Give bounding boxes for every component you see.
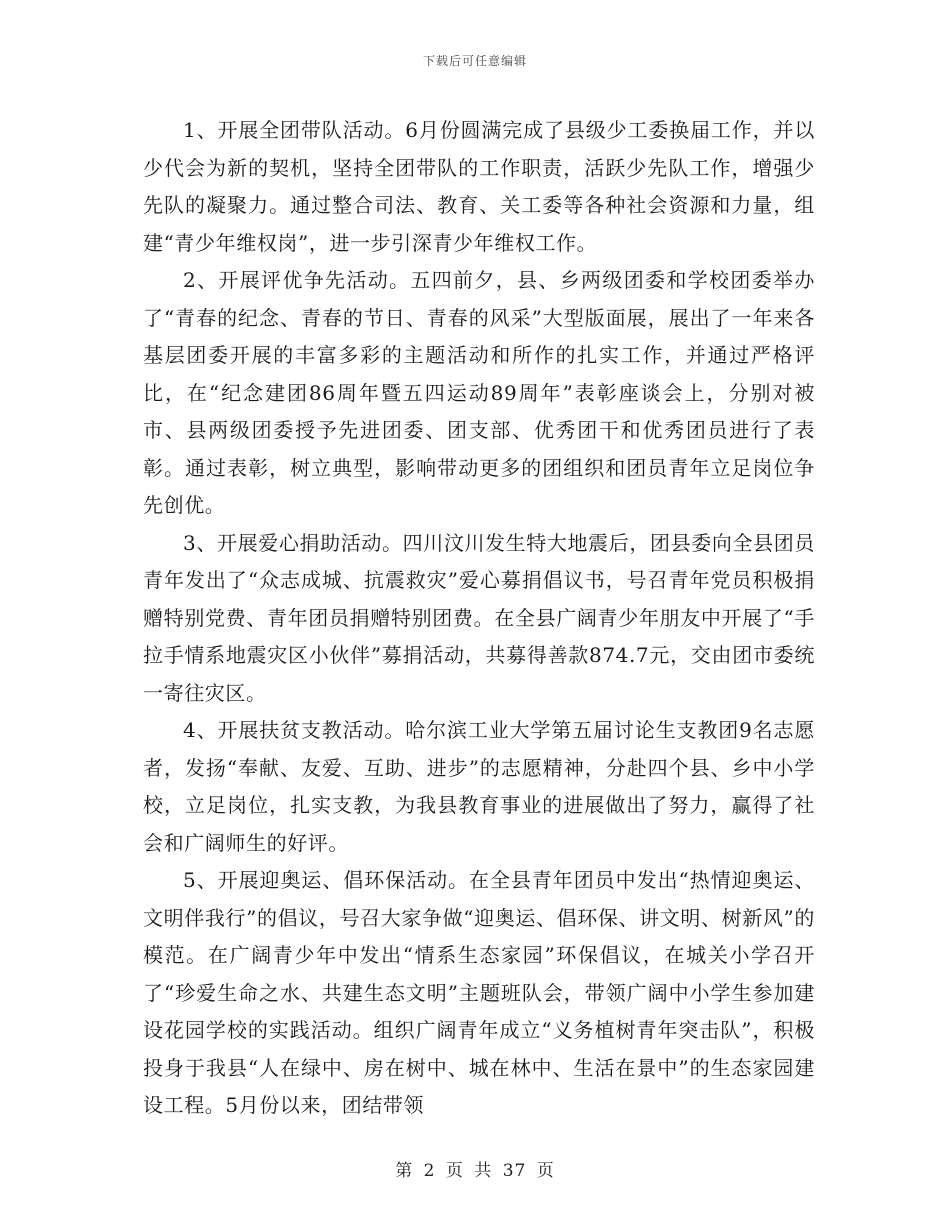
- paragraph-2: 2、开展评优争先活动。五四前夕，县、乡两级团委和学校团委举办了“青春的纪念、青春的节日、青春的风采”大型版面展，展出了一年来各基层团委开展的丰富多彩的主题活动和所作的扎实工作，并通过严格评比，在“纪念建团86周年暨五四运动89周年”表彰座谈会上，分别对被市、县两级团委授予先进团委、团支部、优秀团干和优秀团员进行了表彰。通过表彰，树立典型，影响带动更多的团组织和团员青年立足岗位争先创优。: [143, 268, 815, 517]
- page-header: 下载后可任意编辑: [422, 54, 527, 68]
- paragraph-1: 1、开展全团带队活动。6月份圆满完成了县级少工委换届工作，并以少代会为新的契机，坚持全团带队的工作职责，活跃少先队工作，增强少先队的凝聚力。通过整合司法、教育、关工委等各种社会资源和力量，组建“青少年维权岗”，进一步引深青少年维权工作。: [143, 118, 815, 255]
- paragraph-3: 3、开展爱心捐助活动。四川汶川发生特大地震后，团县委向全县团员青年发出了“众志成城、抗震救灾”爱心募捐倡议书，号召青年党员积极捐赠特别党费、青年团员捐赠特别团费。在全县广阔青少年朋友中开展了“手拉手情系地震灾区小伙伴”募捐活动，共募得善款874.7元，交由团市委统一寄往灾区。: [143, 530, 815, 705]
- paragraph-5: 5、开展迎奥运、倡环保活动。在全县青年团员中发出“热情迎奥运、文明伴我行”的倡议，号召大家争做“迎奥运、倡环保、讲文明、树新风”的模范。在广阔青少年中发出“情系生态家园”环保倡议，在城关小学召开了“珍爱生命之水、共建生态文明”主题班队会，带领广阔中小学生参加建设花园学校的实践活动。组织广阔青年成立“义务植树青年突击队”，积极投身于我县“人在绿中、房在树中、城在林中、生活在景中”的生态家园建设工程。5月份以来，团结带领: [143, 868, 815, 1117]
- page-number-footer: 第 2 页 共 37 页: [395, 1161, 555, 1181]
- paragraph-4: 4、开展扶贫支教活动。哈尔滨工业大学第五届讨论生支教团9名志愿者，发扬“奉献、友爱、互助、进步”的志愿精神，分赴四个县、乡中小学校，立足岗位，扎实支教，为我县教育事业的进展做出了努力，赢得了社会和广阔师生的好评。: [143, 718, 815, 855]
- document-body: [143, 112, 815, 1125]
